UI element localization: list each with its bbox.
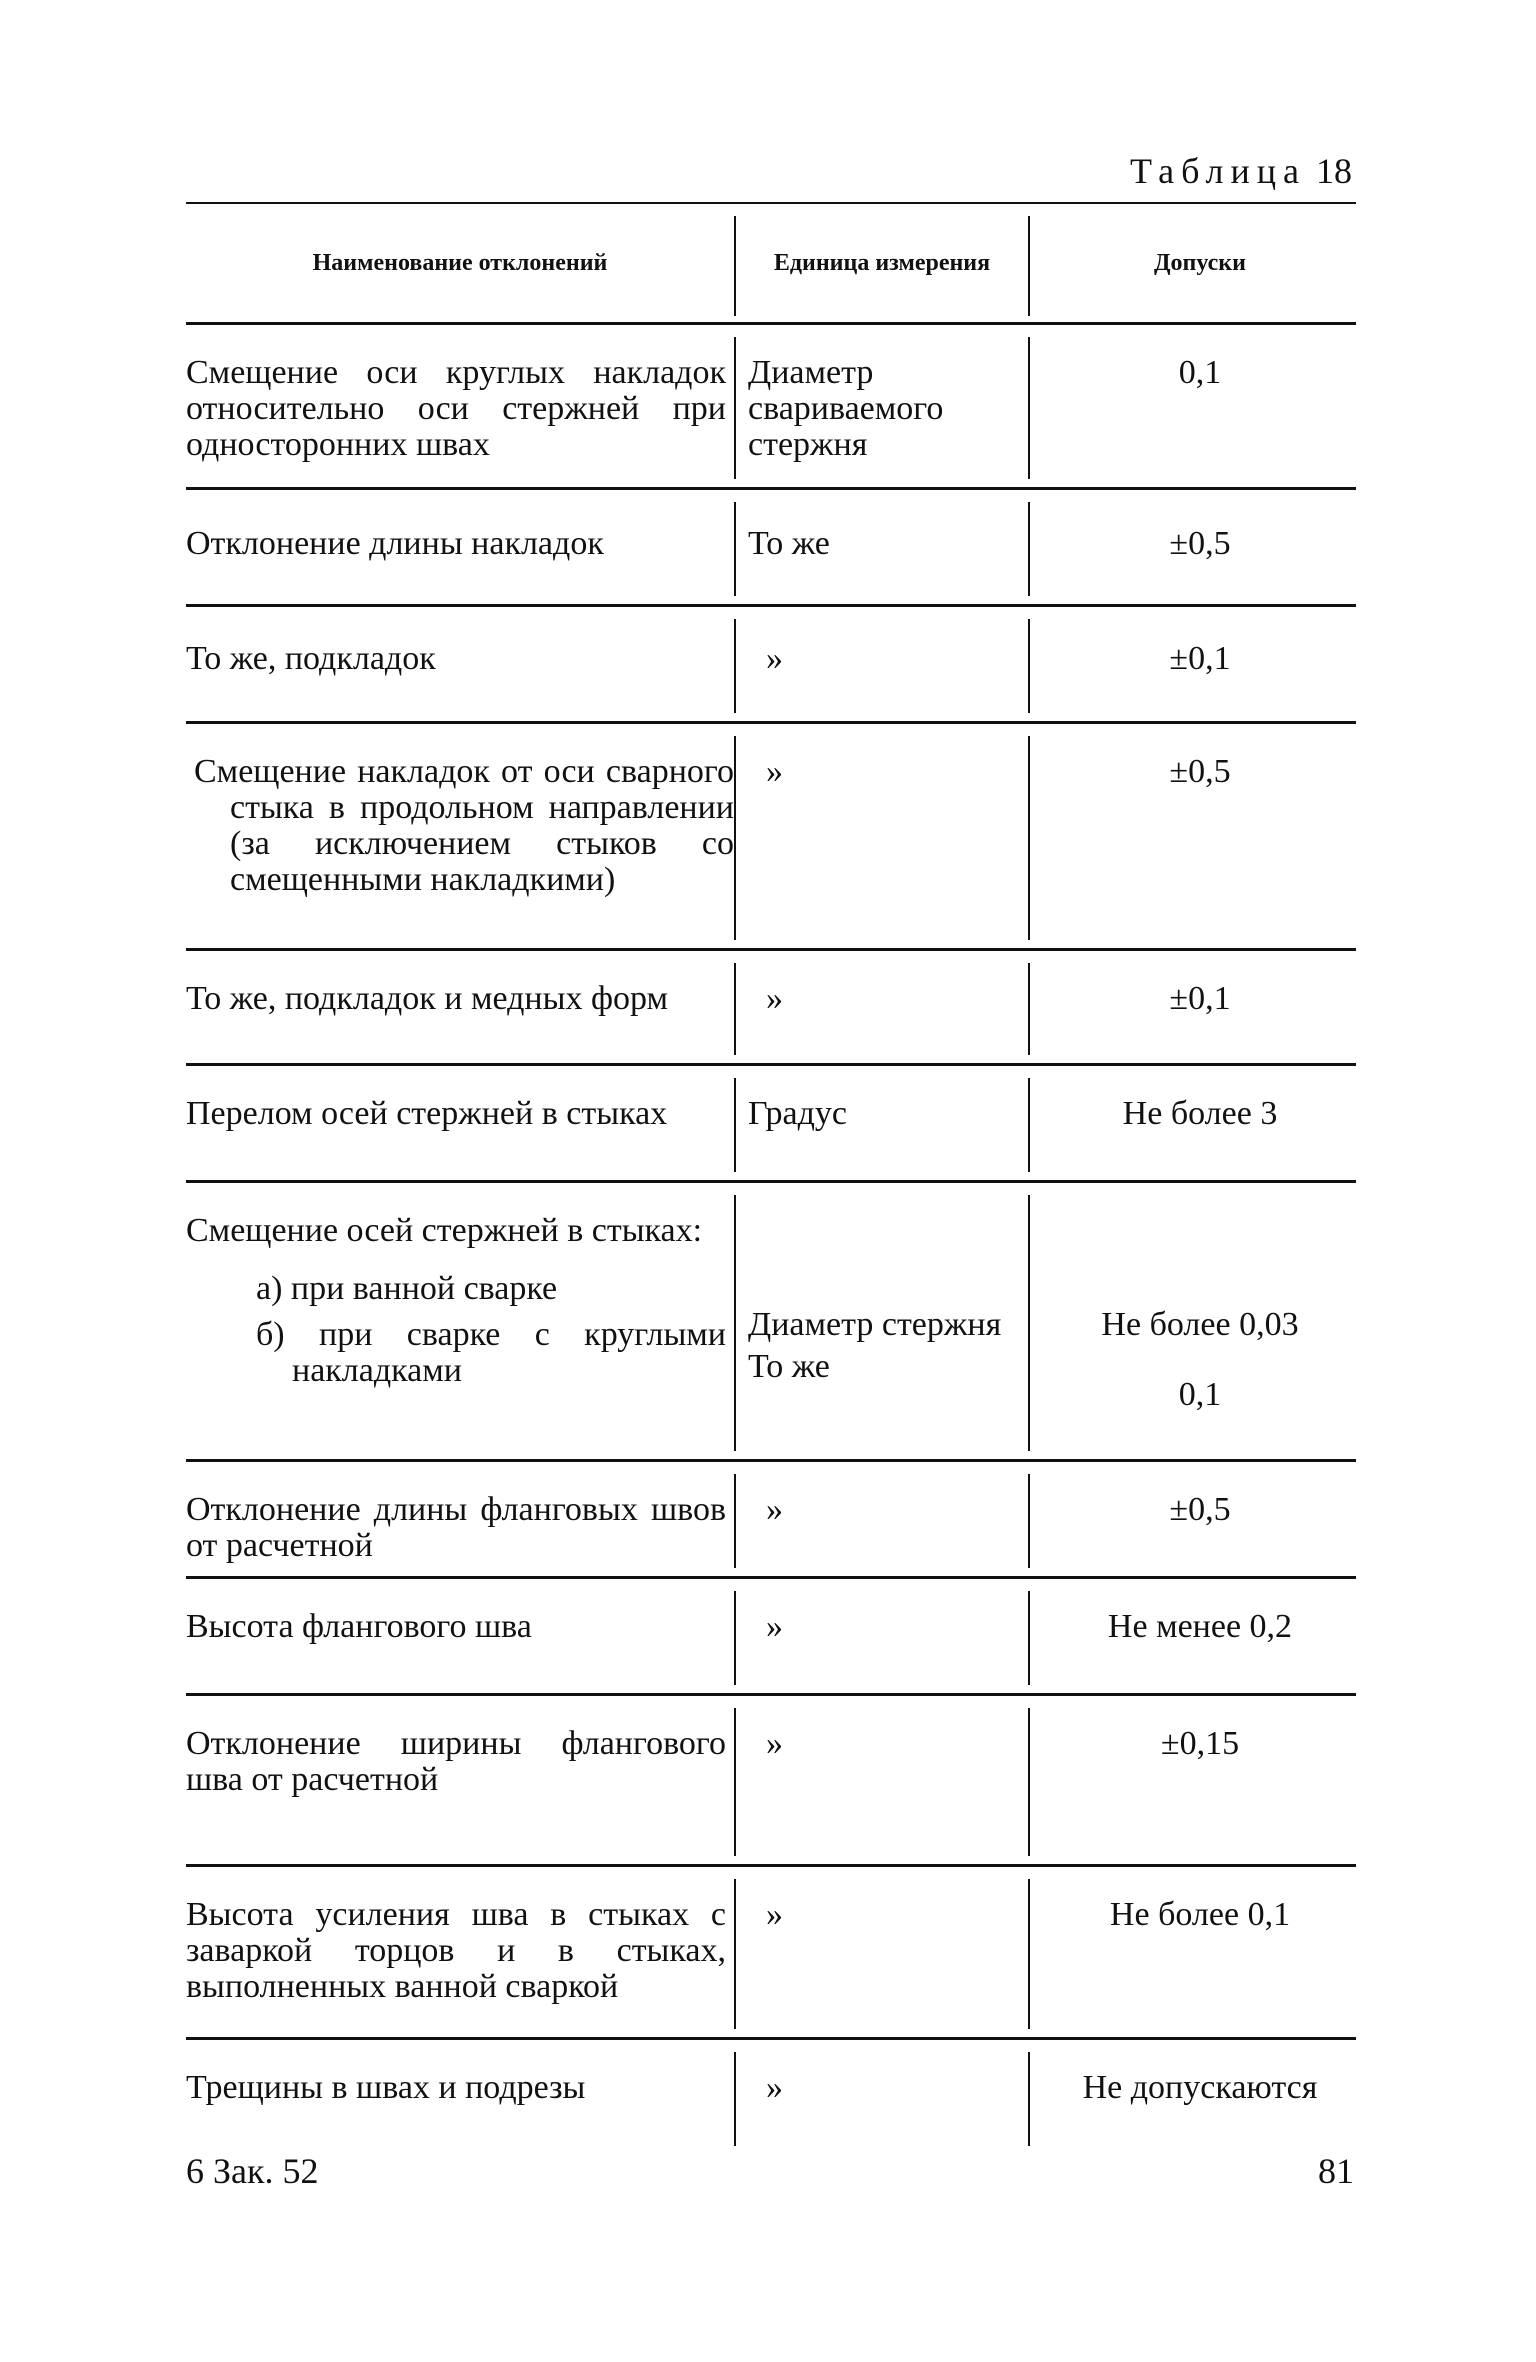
row-name: То же, подкладок xyxy=(186,640,436,677)
table-row xyxy=(186,1696,1356,1867)
table-caption-label: Таблица xyxy=(1130,151,1306,191)
row-unit: Диаметр свариваемого стержня xyxy=(748,354,944,463)
row-name: Высота усиления шва в стыках с заваркой торцов и в стыках, выполненных ванной сваркой xyxy=(186,1896,726,2005)
header-unit: Единица измерения xyxy=(773,250,991,276)
column-divider xyxy=(734,1078,736,1172)
column-divider xyxy=(734,963,736,1055)
table-row xyxy=(186,1183,1356,1462)
column-divider xyxy=(1028,1879,1030,2029)
sub-row-name: б) при сварке с круглыми накладками xyxy=(256,1316,726,1389)
column-divider xyxy=(734,619,736,713)
column-divider xyxy=(734,1591,736,1685)
column-divider xyxy=(1028,1474,1030,1568)
column-divider xyxy=(1028,1078,1030,1172)
row-unit: Градус xyxy=(748,1095,847,1132)
column-divider xyxy=(1028,619,1030,713)
row-name: Отклонение длины накладок xyxy=(186,525,604,562)
row-name: Перелом осей стержней в стыках xyxy=(186,1095,668,1132)
row-name: Высота флангового шва xyxy=(186,1608,532,1645)
sub-row-unit: То же xyxy=(748,1348,830,1385)
column-divider xyxy=(1028,963,1030,1055)
column-divider xyxy=(734,216,736,316)
row-unit-group xyxy=(748,1307,1038,1385)
row-unit: » xyxy=(766,1608,783,1645)
row-tolerance: ±0,1 xyxy=(1169,640,1231,677)
table-caption-number: 18 xyxy=(1316,151,1352,191)
table-header xyxy=(186,202,1356,325)
row-tolerance: ±0,15 xyxy=(1160,1725,1240,1762)
column-divider xyxy=(734,337,736,479)
page-number: 81 xyxy=(1318,2151,1354,2191)
column-divider xyxy=(1028,502,1030,596)
column-divider xyxy=(734,502,736,596)
column-divider xyxy=(1028,1591,1030,1685)
row-name: Смещение оси круглых накладок относительно оси стержней при односторонних швах xyxy=(186,354,726,463)
row-unit: То же xyxy=(748,525,830,562)
row-unit: » xyxy=(766,640,783,677)
row-unit: » xyxy=(766,980,783,1017)
row-tolerance: Не более 0,1 xyxy=(1109,1896,1291,1933)
tolerance-table xyxy=(186,202,1356,2154)
column-divider xyxy=(734,1195,736,1451)
column-divider xyxy=(1028,337,1030,479)
table-row xyxy=(186,951,1356,1066)
row-tolerance: Не более 3 xyxy=(1122,1095,1278,1132)
footer-print-mark: 6 Зак. 52 xyxy=(186,2151,319,2191)
row-name: То же, подкладок и медных форм xyxy=(186,980,668,1017)
row-unit: » xyxy=(766,1725,783,1762)
table-row xyxy=(186,2040,1356,2154)
row-unit: » xyxy=(766,2069,783,2106)
column-divider xyxy=(734,1879,736,2029)
row-name: Смещение накладок от оси сварного стыка в продольном направлении (за исключением стыков со смещенными накладкими) xyxy=(194,753,734,898)
table-row xyxy=(186,724,1356,951)
column-divider xyxy=(1028,1195,1030,1451)
table-row xyxy=(186,325,1356,490)
row-unit: » xyxy=(766,1491,783,1528)
header-tolerance: Допуски xyxy=(1154,250,1246,276)
column-divider xyxy=(1028,2052,1030,2146)
header-name: Наименование отклонений xyxy=(312,250,608,276)
row-tolerance-group xyxy=(1044,1307,1356,1413)
table-caption xyxy=(1130,150,1352,192)
table-row xyxy=(186,1462,1356,1579)
sub-row-name: а) при ванной сварке xyxy=(256,1270,558,1307)
row-tolerance: ±0,5 xyxy=(1169,753,1231,790)
table-row xyxy=(186,490,1356,607)
sub-row-tolerance: 0,1 xyxy=(1178,1376,1222,1413)
sub-row-tolerance: Не более 0,03 xyxy=(1101,1306,1299,1343)
table-row xyxy=(186,1867,1356,2040)
row-name: Смещение осей стержней в стыках: xyxy=(186,1212,703,1249)
row-unit: » xyxy=(766,753,783,790)
table-row xyxy=(186,607,1356,724)
row-tolerance: Не менее 0,2 xyxy=(1107,1608,1293,1645)
row-tolerance: 0,1 xyxy=(1178,354,1222,391)
column-divider xyxy=(734,736,736,940)
column-divider xyxy=(734,2052,736,2146)
sub-row-unit: Диаметр стержня xyxy=(748,1306,1002,1343)
row-unit: » xyxy=(766,1896,783,1933)
row-name: Отклонение длины фланговых швов от расчетной xyxy=(186,1491,726,1564)
row-name-group xyxy=(186,1213,726,1389)
column-divider xyxy=(1028,736,1030,940)
column-divider xyxy=(1028,1708,1030,1856)
row-tolerance: ±0,1 xyxy=(1169,980,1231,1017)
column-divider xyxy=(1028,216,1030,316)
row-tolerance: ±0,5 xyxy=(1169,525,1231,562)
row-tolerance: Не допускаются xyxy=(1082,2069,1318,2106)
column-divider xyxy=(734,1474,736,1568)
table-row xyxy=(186,1579,1356,1696)
row-name: Трещины в швах и подрезы xyxy=(186,2069,586,2106)
row-tolerance: ±0,5 xyxy=(1169,1491,1231,1528)
row-name: Отклонение ширины флангового шва от расчетной xyxy=(186,1725,726,1798)
column-divider xyxy=(734,1708,736,1856)
table-row xyxy=(186,1066,1356,1183)
